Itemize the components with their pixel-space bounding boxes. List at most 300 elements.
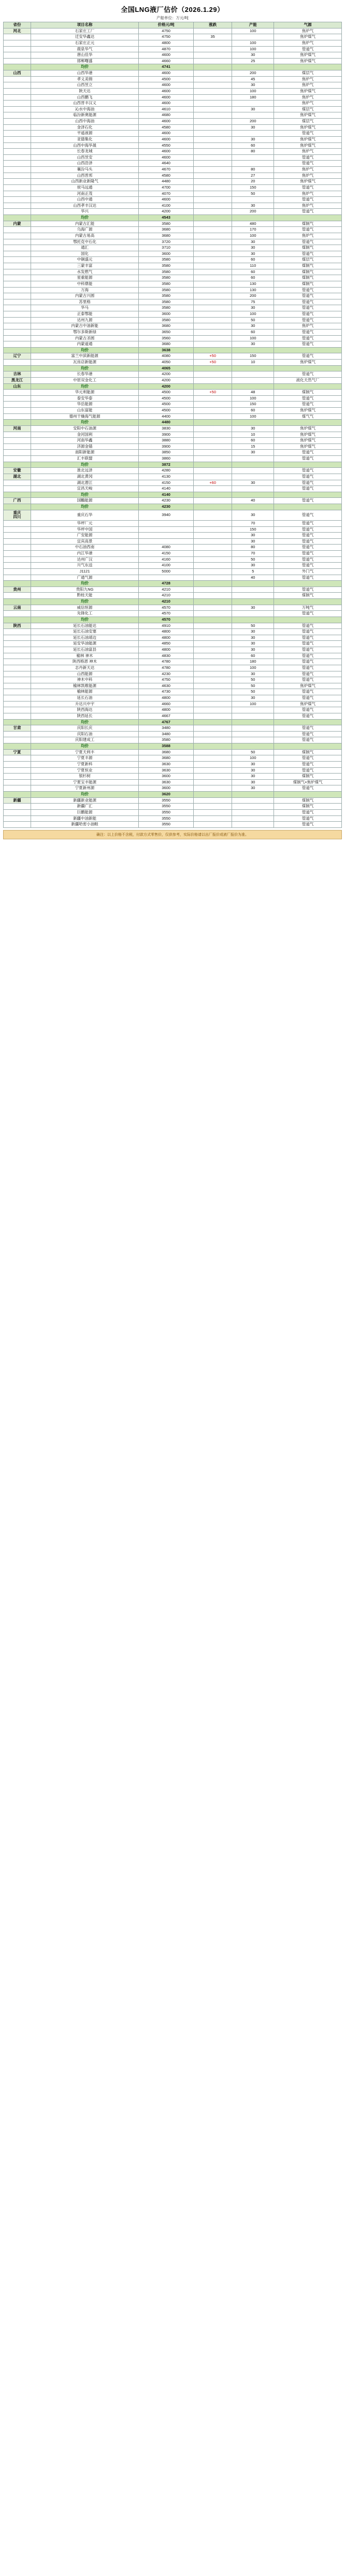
cell-capacity: 50	[232, 317, 274, 323]
cell-capacity	[232, 486, 274, 492]
cell-change	[194, 510, 232, 520]
cell-gas-source: 焦炉煤气	[274, 360, 342, 366]
cell-change	[194, 695, 232, 702]
cell-capacity: 50	[232, 749, 274, 755]
cell-gas-source: 管道气	[274, 395, 342, 402]
cell-change	[194, 438, 232, 444]
cell-province	[4, 635, 31, 641]
cell-gas-source: 管道气	[274, 520, 342, 526]
cell-project-name: 星重能源	[31, 275, 138, 281]
cell-price: 4780	[139, 659, 194, 665]
cell-gas-source: 管道气	[274, 623, 342, 629]
cell-price: 4910	[139, 623, 194, 629]
cell-province	[4, 408, 31, 414]
cell-project-name: 内江华港	[31, 551, 138, 557]
cell-price: 4741	[139, 64, 194, 70]
table-row	[4, 329, 342, 335]
cell-price: 4230	[139, 498, 194, 504]
cell-price: 3580	[139, 317, 194, 323]
table-row	[4, 293, 342, 299]
cell-capacity: 30	[232, 779, 274, 785]
cell-province	[4, 533, 31, 539]
cell-province	[4, 647, 31, 653]
cell-gas-source	[274, 420, 342, 426]
cell-project-name: 达州广汉	[31, 556, 138, 563]
cell-gas-source: 焦炉气	[274, 233, 342, 239]
cell-project-name: 长春华港	[31, 371, 138, 378]
table-row	[4, 263, 342, 269]
cell-capacity: 30	[232, 245, 274, 251]
cell-gas-source: 焦炉气	[274, 40, 342, 46]
cell-price: 4230	[139, 504, 194, 510]
table-row	[4, 804, 342, 810]
cell-change	[194, 377, 232, 383]
table-row	[4, 154, 342, 161]
table-row	[4, 659, 342, 665]
col-province: 省份	[4, 22, 31, 28]
cell-gas-source: 焦炉气	[274, 191, 342, 197]
cell-change	[194, 299, 232, 305]
cell-gas-source: 焦炉煤气	[274, 58, 342, 64]
cell-change	[194, 617, 232, 623]
cell-price: 4480	[139, 179, 194, 185]
cell-price: 3600	[139, 311, 194, 318]
cell-province	[4, 432, 31, 438]
cell-gas-source: 焦炉气	[274, 101, 342, 107]
cell-project-name: 正泰鄂能	[31, 311, 138, 318]
cell-province	[4, 731, 31, 737]
cell-price: 3550	[139, 797, 194, 804]
cell-price: 4780	[139, 665, 194, 671]
cell-change	[194, 420, 232, 426]
cell-change	[194, 665, 232, 671]
cell-province	[4, 701, 31, 707]
cell-gas-source	[274, 365, 342, 371]
table-row	[4, 82, 342, 89]
cell-project-name: 广安能源	[31, 533, 138, 539]
cell-province	[4, 695, 31, 702]
cell-province	[4, 815, 31, 822]
cell-gas-source: 管道气	[274, 486, 342, 492]
cell-capacity: 180	[232, 94, 274, 101]
cell-price: 3580	[139, 257, 194, 263]
cell-project-name: 内蒙古易高	[31, 233, 138, 239]
cell-gas-source	[274, 492, 342, 498]
cell-province: 黑龙江	[4, 377, 31, 383]
cell-gas-source: 煤制气	[274, 221, 342, 227]
cell-price: 4670	[139, 167, 194, 173]
cell-change	[194, 46, 232, 52]
cell-change	[194, 526, 232, 533]
cell-province	[4, 629, 31, 635]
cell-capacity	[232, 809, 274, 815]
cell-project-name: 山西孝丰汉达	[31, 203, 138, 209]
cell-capacity: 60	[232, 142, 274, 149]
cell-change	[194, 623, 232, 629]
cell-change: +50	[194, 360, 232, 366]
cell-project-name: 湖北潜江	[31, 480, 138, 486]
cell-project-name: 唐山佳华	[31, 52, 138, 59]
cell-change	[194, 629, 232, 635]
cell-change	[194, 136, 232, 142]
cell-project-name: 中石油西南	[31, 545, 138, 551]
cell-project-name: 华坪中国	[31, 526, 138, 533]
cell-project-name: 神木中科	[31, 677, 138, 683]
cell-capacity: 150	[232, 402, 274, 408]
cell-gas-source: 焦炉煤气	[274, 443, 342, 450]
cell-capacity: 75	[232, 299, 274, 305]
cell-gas-source: 焦炉气	[274, 28, 342, 34]
cell-change	[194, 797, 232, 804]
cell-project-name: 沁水中海油	[31, 106, 138, 112]
cell-capacity	[232, 611, 274, 617]
cell-gas-source: 管道气	[274, 209, 342, 215]
cell-change	[194, 563, 232, 569]
cell-province	[4, 46, 31, 52]
table-row	[4, 785, 342, 792]
cell-capacity	[232, 719, 274, 725]
cell-change	[194, 257, 232, 263]
table-row	[4, 34, 342, 40]
cell-province	[4, 390, 31, 396]
cell-province	[4, 785, 31, 792]
table-row	[4, 755, 342, 762]
cell-capacity: 30	[232, 124, 274, 131]
cell-change	[194, 395, 232, 402]
cell-gas-source: 管道气	[274, 563, 342, 569]
cell-average-label: 均价	[31, 215, 138, 221]
cell-project-name: 湖北黄冈	[31, 474, 138, 480]
table-row	[4, 70, 342, 77]
cell-price: 3830	[139, 425, 194, 432]
cell-price: 3680	[139, 755, 194, 762]
table-row-average	[4, 64, 342, 70]
cell-gas-source: 管道气	[274, 510, 342, 520]
cell-average-label: 均价	[31, 581, 138, 587]
cell-project-name: 延安华油能源	[31, 641, 138, 647]
cell-price: 4210	[139, 593, 194, 599]
cell-project-name: 华马	[31, 305, 138, 311]
cell-capacity: 200	[232, 209, 274, 215]
cell-province: 河北	[4, 28, 31, 34]
cell-price: 3680	[139, 749, 194, 755]
cell-province	[4, 88, 31, 94]
cell-project-name: 临汾新奥能源	[31, 112, 138, 119]
cell-capacity: 30	[232, 52, 274, 59]
cell-change	[194, 383, 232, 390]
cell-project-name: 山西中海油	[31, 119, 138, 125]
table-row	[4, 76, 342, 82]
cell-price: 4100	[139, 203, 194, 209]
cell-capacity: 20	[232, 179, 274, 185]
cell-project-name: 鄂托克中石化	[31, 239, 138, 245]
cell-price: 4500	[139, 402, 194, 408]
cell-change	[194, 611, 232, 617]
cell-gas-source	[274, 347, 342, 353]
cell-price: 4600	[139, 154, 194, 161]
cell-price: 3580	[139, 737, 194, 743]
cell-price: 4500	[139, 390, 194, 396]
cell-price: 3580	[139, 263, 194, 269]
cell-price: 4850	[139, 641, 194, 647]
cell-project-name: 中原双金化工	[31, 377, 138, 383]
cell-change	[194, 221, 232, 227]
page-title: 全国LNG液厂估价（2026.1.29）	[121, 6, 224, 13]
cell-change	[194, 215, 232, 221]
cell-average-label: 均价	[31, 504, 138, 510]
cell-change	[194, 520, 232, 526]
cell-capacity: 130	[232, 287, 274, 293]
col-project-name: 项目名称	[31, 22, 138, 28]
table-row	[4, 323, 342, 330]
cell-province	[4, 617, 31, 623]
cell-change	[194, 749, 232, 755]
cell-capacity	[232, 797, 274, 804]
cell-capacity	[232, 792, 274, 798]
cell-project-name: J1121	[31, 568, 138, 575]
cell-project-name: 山西华港	[31, 70, 138, 77]
cell-gas-source: 管道气	[274, 197, 342, 203]
cell-gas-source	[274, 462, 342, 468]
table-row	[4, 88, 342, 94]
cell-gas-source: 管道气	[274, 545, 342, 551]
table-row-average	[4, 215, 342, 221]
table-row	[4, 402, 342, 408]
cell-change	[194, 725, 232, 732]
table-row	[4, 46, 342, 52]
cell-province	[4, 119, 31, 125]
table-row-average	[4, 420, 342, 426]
cell-province	[4, 34, 31, 40]
cell-average-label: 均价	[31, 365, 138, 371]
cell-capacity	[232, 64, 274, 70]
cell-capacity: 100	[232, 88, 274, 94]
cell-project-name: 延长石油	[31, 695, 138, 702]
cell-change	[194, 689, 232, 695]
cell-province: 山西	[4, 70, 31, 77]
cell-price: 4400	[139, 413, 194, 420]
cell-change	[194, 432, 232, 438]
cell-price: 4610	[139, 106, 194, 112]
cell-gas-source: 管道气	[274, 293, 342, 299]
cell-price	[139, 520, 194, 526]
cell-capacity: 30	[232, 785, 274, 792]
cell-price: 4750	[139, 677, 194, 683]
cell-gas-source: 焦炉气	[274, 173, 342, 179]
cell-change	[194, 28, 232, 34]
table-row-average	[4, 347, 342, 353]
cell-gas-source: 焦炉气	[274, 82, 342, 89]
cell-gas-source: 焦炉气	[274, 203, 342, 209]
footer-note: 确注：以上价格不含税，付款方式零售价，仅供参考，实际价格请以出厂报价或液厂报价为准。	[3, 830, 342, 839]
cell-province	[4, 233, 31, 239]
page-root	[0, 0, 345, 842]
cell-province	[4, 486, 31, 492]
cell-gas-source: 管道气	[274, 311, 342, 318]
cell-capacity: 30	[232, 203, 274, 209]
unit-note: 产船单位：万元/吨	[156, 16, 189, 20]
cell-capacity	[232, 707, 274, 713]
table-row	[4, 822, 342, 828]
cell-capacity: 50	[232, 689, 274, 695]
cell-change	[194, 311, 232, 318]
cell-gas-source: 管道气	[274, 335, 342, 341]
cell-capacity: 45	[232, 76, 274, 82]
cell-change	[194, 287, 232, 293]
cell-change	[194, 462, 232, 468]
cell-province	[4, 335, 31, 341]
cell-change	[194, 822, 232, 828]
table-row	[4, 28, 342, 34]
cell-average-label: 均价	[31, 792, 138, 798]
cell-project-name: 庆阳石油	[31, 731, 138, 737]
cell-province	[4, 420, 31, 426]
cell-price: 4580	[139, 124, 194, 131]
cell-capacity: 50	[232, 191, 274, 197]
table-row	[4, 179, 342, 185]
table-row	[4, 707, 342, 713]
cell-change	[194, 317, 232, 323]
cell-price: 4800	[139, 40, 194, 46]
cell-price: 4140	[139, 492, 194, 498]
cell-province	[4, 305, 31, 311]
cell-project-name: 内蒙古汇能	[31, 221, 138, 227]
cell-project-name: 济源金锚	[31, 443, 138, 450]
cell-change	[194, 341, 232, 348]
cell-capacity	[232, 731, 274, 737]
cell-price: 4800	[139, 635, 194, 641]
table-row	[4, 749, 342, 755]
cell-gas-source: 管道气	[274, 731, 342, 737]
table-row	[4, 149, 342, 155]
cell-project-name: 银杉树	[31, 774, 138, 780]
cell-gas-source: 管道气	[274, 815, 342, 822]
cell-province	[4, 323, 31, 330]
cell-capacity: 30	[232, 647, 274, 653]
cell-gas-source: 煤制气	[274, 390, 342, 396]
table-row	[4, 167, 342, 173]
cell-average-label: 均价	[31, 383, 138, 390]
cell-price: 3560	[139, 335, 194, 341]
cell-capacity: 40	[232, 575, 274, 581]
cell-gas-source: 焦炉气	[274, 76, 342, 82]
cell-change	[194, 269, 232, 275]
cell-province: 新疆	[4, 797, 31, 804]
cell-gas-source: 煤制气	[274, 263, 342, 269]
cell-capacity: 100	[232, 665, 274, 671]
cell-capacity	[232, 131, 274, 137]
cell-price: 5000	[139, 568, 194, 575]
cell-price	[139, 526, 194, 533]
cell-gas-source: 管道气	[274, 317, 342, 323]
cell-capacity: 10	[232, 360, 274, 366]
table-row	[4, 575, 342, 581]
cell-price: 4280	[139, 468, 194, 474]
cell-gas-source	[274, 383, 342, 390]
cell-province	[4, 804, 31, 810]
cell-province	[4, 599, 31, 605]
cell-province	[4, 136, 31, 142]
cell-capacity	[232, 197, 274, 203]
cell-gas-source: 管道气	[274, 586, 342, 593]
cell-change	[194, 281, 232, 287]
table-row	[4, 520, 342, 526]
cell-change	[194, 474, 232, 480]
cell-capacity: 180	[232, 659, 274, 665]
cell-price: 4660	[139, 58, 194, 64]
cell-price: 4230	[139, 671, 194, 677]
cell-province	[4, 683, 31, 689]
cell-province: 甘肃	[4, 725, 31, 732]
cell-capacity: 200	[232, 119, 274, 125]
cell-change	[194, 239, 232, 245]
cell-average-label: 均价	[31, 347, 138, 353]
table-row	[4, 586, 342, 593]
cell-capacity: 30	[232, 341, 274, 348]
cell-average-label: 均价	[31, 420, 138, 426]
cell-change	[194, 209, 232, 215]
cell-price: 4600	[139, 52, 194, 59]
cell-capacity	[232, 468, 274, 474]
cell-province	[4, 809, 31, 815]
cell-change	[194, 575, 232, 581]
cell-province	[4, 106, 31, 112]
cell-project-name: 河南华鑫	[31, 438, 138, 444]
cell-gas-source: 焦炉气	[274, 94, 342, 101]
cell-province	[4, 317, 31, 323]
cell-change	[194, 191, 232, 197]
cell-gas-source: 煤层气	[274, 119, 342, 125]
cell-capacity: 60	[232, 269, 274, 275]
table-row	[4, 52, 342, 59]
cell-province	[4, 743, 31, 750]
table-header	[4, 22, 342, 28]
cell-province: 湖北	[4, 474, 31, 480]
cell-capacity	[232, 161, 274, 167]
cell-province	[4, 719, 31, 725]
table-row	[4, 106, 342, 112]
cell-gas-source: 管道气	[274, 641, 342, 647]
cell-capacity: 100	[232, 701, 274, 707]
cell-change	[194, 154, 232, 161]
cell-gas-source: 管道气	[274, 480, 342, 486]
cell-change	[194, 94, 232, 101]
cell-price: 4750	[139, 28, 194, 34]
cell-price: 3630	[139, 779, 194, 785]
cell-change	[194, 245, 232, 251]
cell-province	[4, 142, 31, 149]
cell-gas-source: 焦炉煤气	[274, 52, 342, 59]
cell-gas-source: 焦炉煤气	[274, 425, 342, 432]
cell-change	[194, 804, 232, 810]
cell-gas-source: 焦炉煤气	[274, 34, 342, 40]
cell-project-name: 陕西延长	[31, 713, 138, 719]
cell-change	[194, 82, 232, 89]
cell-project-name: 国鵬能源	[31, 498, 138, 504]
cell-province	[4, 275, 31, 281]
cell-province	[4, 184, 31, 191]
cell-gas-source: 管道气	[274, 131, 342, 137]
cell-price: 4600	[139, 88, 194, 94]
cell-capacity: 100	[232, 755, 274, 762]
cell-project-name: 石家庄正元	[31, 40, 138, 46]
cell-gas-source: 管道气	[274, 653, 342, 659]
cell-capacity	[232, 420, 274, 426]
cell-gas-source: 煤制气	[274, 804, 342, 810]
cell-capacity: 30	[232, 305, 274, 311]
cell-change	[194, 263, 232, 269]
table-row	[4, 353, 342, 360]
